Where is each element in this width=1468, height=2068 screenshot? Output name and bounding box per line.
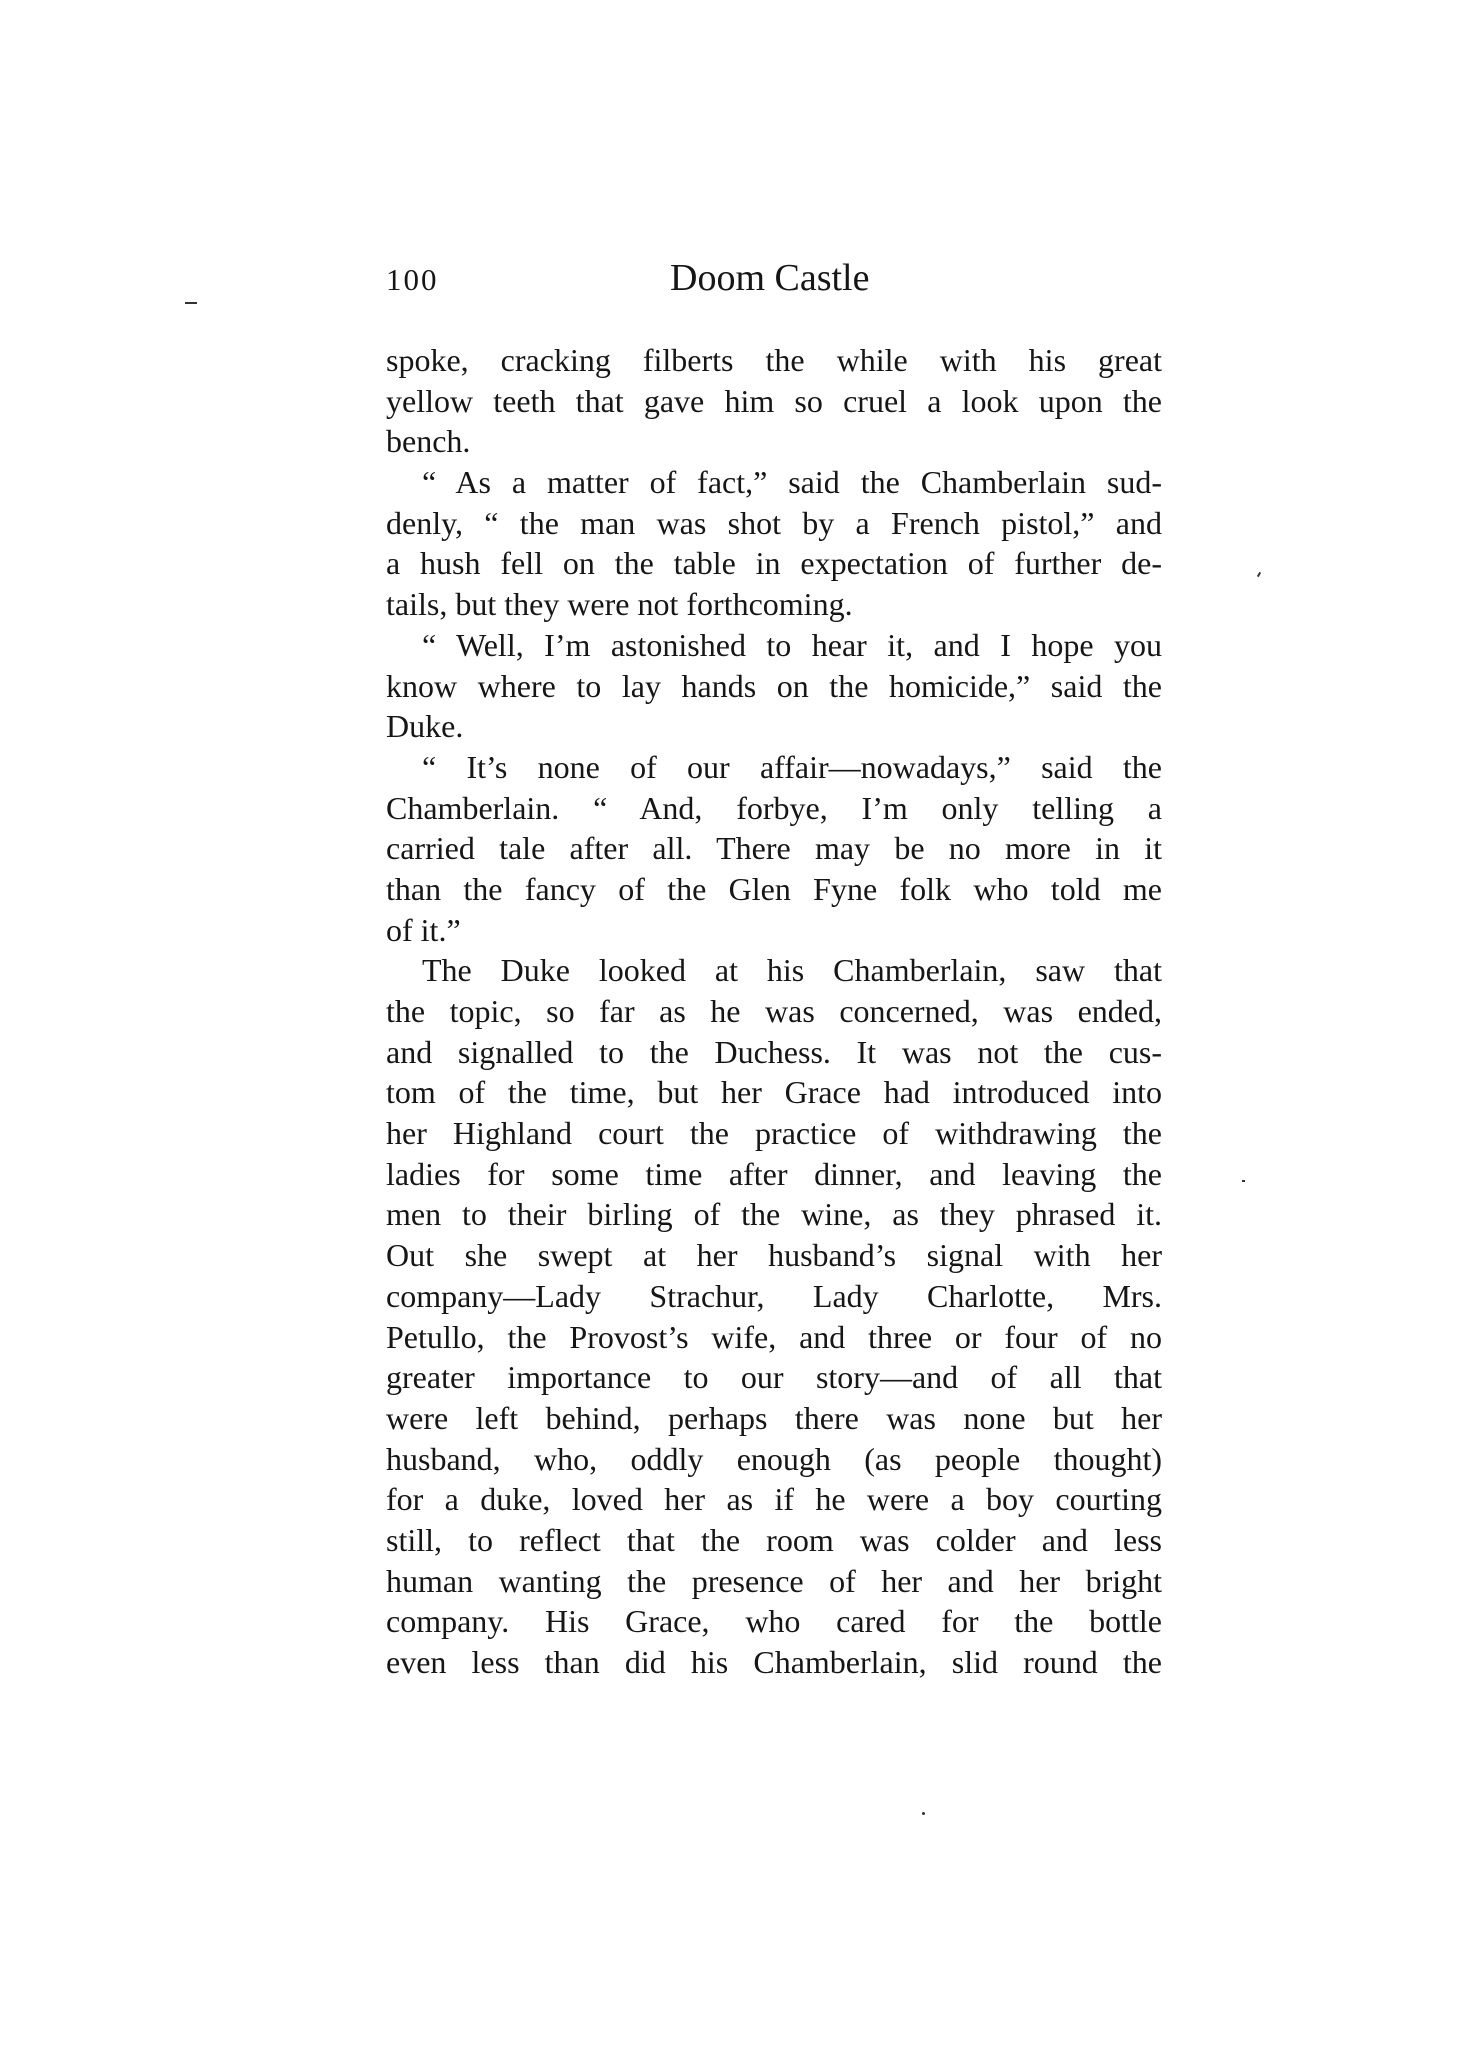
text-line: still, to reflect that the room was colder and less bbox=[386, 1521, 1162, 1558]
text-line: for a duke, loved her as if he were a boy courting bbox=[386, 1481, 1162, 1518]
text-line: tom of the time, but her Grace had introduced into bbox=[386, 1074, 1162, 1111]
text-line: husband, who, oddly enough (as people thought) bbox=[386, 1440, 1162, 1477]
page-header bbox=[386, 257, 1162, 312]
text-line: “ Well, I’m astonished to hear it, and I hope you bbox=[422, 626, 1162, 663]
running-title: Doom Castle bbox=[670, 257, 870, 299]
scan-mark bbox=[1257, 572, 1261, 577]
text-line: Out she swept at her husband’s signal with her bbox=[386, 1237, 1162, 1274]
text-line: Duke. bbox=[386, 708, 464, 745]
scan-mark bbox=[185, 302, 197, 304]
text-line: Petullo, the Provost’s wife, and three or four of no bbox=[386, 1318, 1162, 1355]
text-line: tails, but they were not forthcoming. bbox=[386, 586, 853, 623]
text-line: human wanting the presence of her and her bright bbox=[386, 1562, 1162, 1599]
text-line: and signalled to the Duchess. It was not the cus- bbox=[386, 1033, 1162, 1070]
text-line: even less than did his Chamberlain, slid round the bbox=[386, 1644, 1162, 1680]
text-line: know where to lay hands on the homicide,” said the bbox=[386, 667, 1162, 704]
text-line: Chamberlain. “ And, forbye, I’m only telling a bbox=[386, 789, 1162, 826]
text-line: of it.” bbox=[386, 911, 461, 948]
text-line: greater importance to our story—and of all that bbox=[386, 1359, 1162, 1396]
text-line: ladies for some time after dinner, and leaving the bbox=[386, 1155, 1162, 1192]
text-line: denly, “ the man was shot by a French pistol,” and bbox=[386, 504, 1162, 541]
text-line: “ It’s none of our affair—nowadays,” said the bbox=[422, 748, 1162, 785]
page-number: 100 bbox=[386, 262, 439, 297]
text-line: The Duke looked at his Chamberlain, saw that bbox=[422, 952, 1162, 989]
text-line: than the fancy of the Glen Fyne folk who told me bbox=[386, 870, 1162, 907]
scan-mark bbox=[1242, 1180, 1245, 1182]
text-line: company. His Grace, who cared for the bottle bbox=[386, 1603, 1162, 1640]
text-line: a hush fell on the table in expectation of further de- bbox=[386, 545, 1162, 582]
text-line: yellow teeth that gave him so cruel a look upon the bbox=[386, 382, 1162, 419]
scan-mark bbox=[922, 1812, 925, 1815]
body-text bbox=[386, 340, 1162, 1683]
text-line: bench. bbox=[386, 423, 471, 460]
text-line: spoke, cracking filberts the while with his great bbox=[386, 342, 1162, 378]
text-line: men to their birling of the wine, as they phrased it. bbox=[386, 1196, 1162, 1233]
text-line: the topic, so far as he was concerned, was ended, bbox=[386, 993, 1162, 1029]
text-line: company—Lady Strachur, Lady Charlotte, Mrs. bbox=[386, 1277, 1162, 1314]
text-line: “ As a matter of fact,” said the Chamberlain sud- bbox=[422, 464, 1162, 501]
text-line: were left behind, perhaps there was none but her bbox=[386, 1399, 1162, 1436]
text-line: carried tale after all. There may be no more in it bbox=[386, 830, 1162, 867]
text-line: her Highland court the practice of withdrawing the bbox=[386, 1115, 1162, 1152]
